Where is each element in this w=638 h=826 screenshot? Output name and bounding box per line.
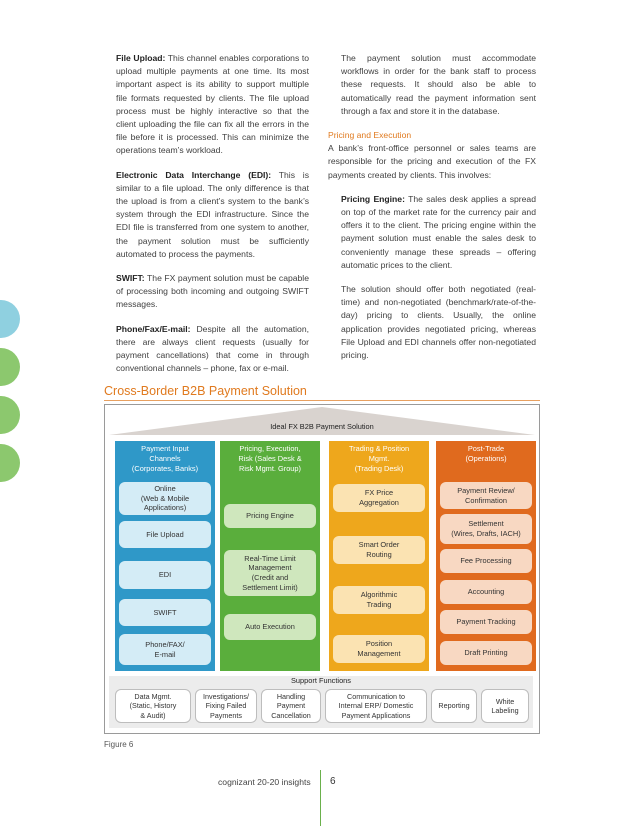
pillar-heading: Trading & Position Mgmt. (Trading Desk) (348, 444, 410, 473)
right-text-column (328, 52, 536, 373)
pillar-box: Auto Execution (224, 614, 316, 640)
workflow-paragraph: The payment solution must accommodate workflows in order for the bank staff to process these requests. It should also be able to automatically read the payment information sent through a fax and store it in the database. (341, 53, 536, 116)
edi-paragraph: Electronic Data Interchange (EDI): This is similar to a file upload. The only difference is that the upload is from a client’s system to the bank’s system through the EDI infrastructure. Since the EDI file is transferred from one system to another, the payment solution must be sufficiently automated to process the payments. (116, 169, 310, 259)
pillar-heading: Pricing, Execution, Risk (Sales Desk & Risk Mgmt. Group) (238, 444, 302, 473)
pillar-box: Pricing Engine (224, 504, 316, 528)
pillar-box: Real-Time Limit Management (Credit and Settlement Limit) (224, 550, 316, 596)
pillar-heading: Payment Input Channels (Corporates, Banks) (131, 444, 199, 473)
footer-brand-text: cognizant 20-20 insights (218, 777, 311, 787)
support-box: Communication to Internal ERP/ Domestic Payment Applications (325, 689, 427, 723)
figure-title-rule (104, 400, 540, 401)
footer-divider (320, 770, 321, 826)
pillar-box: FX Price Aggregation (333, 484, 425, 512)
pillar-box: Payment Review/ Confirmation (440, 482, 532, 509)
pillar-box: Algorithmic Trading (333, 586, 425, 614)
negotiated-pricing-paragraph: The solution should offer both negotiated (real-time) and non-negotiated (benchmark/rate-of-the-day) pricing to clients. Usually, the online application provides negotiated pricing, whereas File Upload and EDI channels offer non-negotiated pricing. (341, 284, 536, 361)
pillar-box: Online (Web & Mobile Applications) (119, 482, 211, 515)
pillar-box: Payment Tracking (440, 610, 532, 634)
pillar-box: Phone/FAX/ E-mail (119, 634, 211, 665)
support-functions-band (109, 676, 533, 728)
file-upload-paragraph: File Upload: This channel enables corporations to upload multiple payments at one time. Its most important aspect is its ability to support multiple file formats requested by clients. The file upload process must be highly interactive so that the client uploading the file can fix all the errors in the file before it is processed. This can minimize the operations team’s workload. (116, 53, 309, 156)
pillar-box: Fee Processing (440, 549, 532, 573)
pillar-box: SWIFT (119, 599, 211, 626)
figure-title: Cross-Border B2B Payment Solution (104, 384, 307, 398)
support-title: Support Functions (291, 676, 351, 685)
support-box: Handling Payment Cancellation (261, 689, 321, 723)
pillar-payment-input (115, 441, 215, 671)
figure-diagram (104, 404, 540, 734)
support-box: Data Mgmt. (Static, History & Audit) (115, 689, 191, 723)
pillar-box: Draft Printing (440, 641, 532, 665)
decorative-circle-3 (0, 396, 20, 434)
section-heading-pricing: Pricing and Execution (328, 130, 412, 141)
pricing-intro-paragraph: A bank’s front-office personnel or sales teams are responsible for the pricing and execution of the FX payments created by clients. This involves: (328, 143, 536, 180)
pillar-box: Accounting (440, 580, 532, 604)
swift-paragraph: SWIFT: The FX payment solution must be capable of processing both incoming and outgoing SWIFT messages. (116, 273, 309, 310)
pillar-post-trade (436, 441, 536, 671)
pillar-box: EDI (119, 561, 211, 589)
pillar-heading: Post-Trade (Operations) (465, 444, 507, 463)
decorative-circle-1 (0, 300, 20, 338)
page-number: 6 (330, 776, 336, 787)
pillar-trading-position (329, 441, 429, 671)
phone-fax-email-paragraph: Phone/Fax/E-mail: Despite all the automation, there are always client requests (usually for payment cancellations) that come in through conventional channels – phone, fax or e-mail. (116, 323, 309, 374)
pillar-box: Settlement (Wires, Drafts, IACH) (440, 514, 532, 544)
decorative-circle-4 (0, 444, 20, 482)
pillar-box: Smart Order Routing (333, 536, 425, 564)
left-text-column (116, 52, 309, 386)
pillar-pricing-execution (220, 441, 320, 671)
decorative-circle-2 (0, 348, 20, 386)
figure-caption: Figure 6 (104, 740, 134, 749)
roof-label: Ideal FX B2B Payment Solution (270, 422, 374, 431)
support-box: Reporting (431, 689, 477, 723)
pricing-engine-paragraph: Pricing Engine: The sales desk applies a spread on top of the market rate for the currency pair and offers it to the client. The pricing engine within the payment solution must enable the sales desk to conveniently manage these spreads – offering automatic prices to the client. (341, 193, 536, 270)
support-box: Investigations/ Fixing Failed Payments (195, 689, 257, 723)
support-box: White Labeling (481, 689, 529, 723)
pillar-box: Position Management (333, 635, 425, 663)
pillar-box: File Upload (119, 521, 211, 548)
